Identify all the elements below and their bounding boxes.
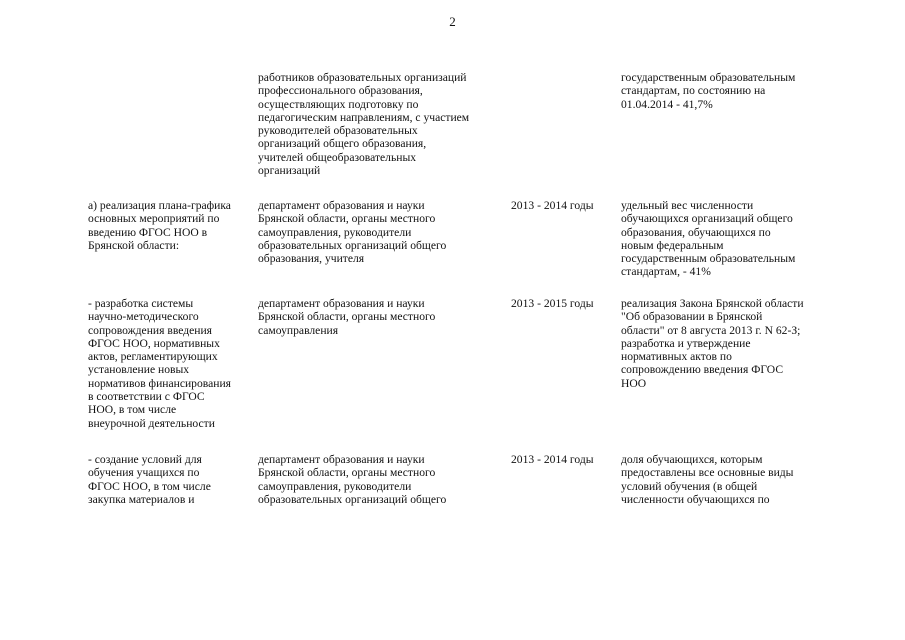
row-3-executors: департамент образования и науки Брянской области, органы местного самоуправления, руководители образовательных организаций общего: [258, 453, 447, 506]
row-1-result: удельный вес численности обучающихся организаций общего образования, обучающихся по новым федеральным государственным образовательным стандартам, - 41%: [621, 199, 796, 279]
row-0-executors: работников образовательных организаций профессионального образования, осуществляющих подготовку по педагогическим направлениям, с участием руководителей образовательных организаций общего образования, учителей общеобразовательных организаций: [258, 71, 470, 178]
row-2-executors: департамент образования и науки Брянской области, органы местного самоуправления: [258, 297, 436, 337]
row-1-period: 2013 - 2014 годы: [511, 199, 594, 212]
row-0-result: государственным образовательным стандартам, по состоянию на 01.04.2014 - 41,7%: [621, 71, 796, 111]
row-2-result: реализация Закона Брянской области "Об образовании в Брянской области" от 8 августа 2013 г. N 62-З; разработка и утверждение нормативных актов по сопровождению введения ФГОС НОО: [621, 297, 804, 390]
row-3-period: 2013 - 2014 годы: [511, 453, 594, 466]
page-number: 2: [449, 14, 456, 29]
row-2-task: - разработка системы научно-методического сопровождения введения ФГОС НОО, нормативных актов, регламентирующих установление новых нормативов финансирования в соответствии с ФГОС НОО, в том числе внеурочной деятельности: [88, 297, 231, 430]
row-1-executors: департамент образования и науки Брянской области, органы местного самоуправления, руководители образовательных организаций общего образования, учителя: [258, 199, 447, 266]
row-1-task: а) реализация плана-графика основных мероприятий по введению ФГОС НОО в Брянской области:: [88, 199, 231, 252]
row-2-period: 2013 - 2015 годы: [511, 297, 594, 310]
row-3-result: доля обучающихся, которым предоставлены все основные виды условий обучения (в общей численности обучающихся по: [621, 453, 794, 506]
row-3-task: - создание условий для обучения учащихся по ФГОС НОО, в том числе закупка материалов и: [88, 453, 211, 506]
